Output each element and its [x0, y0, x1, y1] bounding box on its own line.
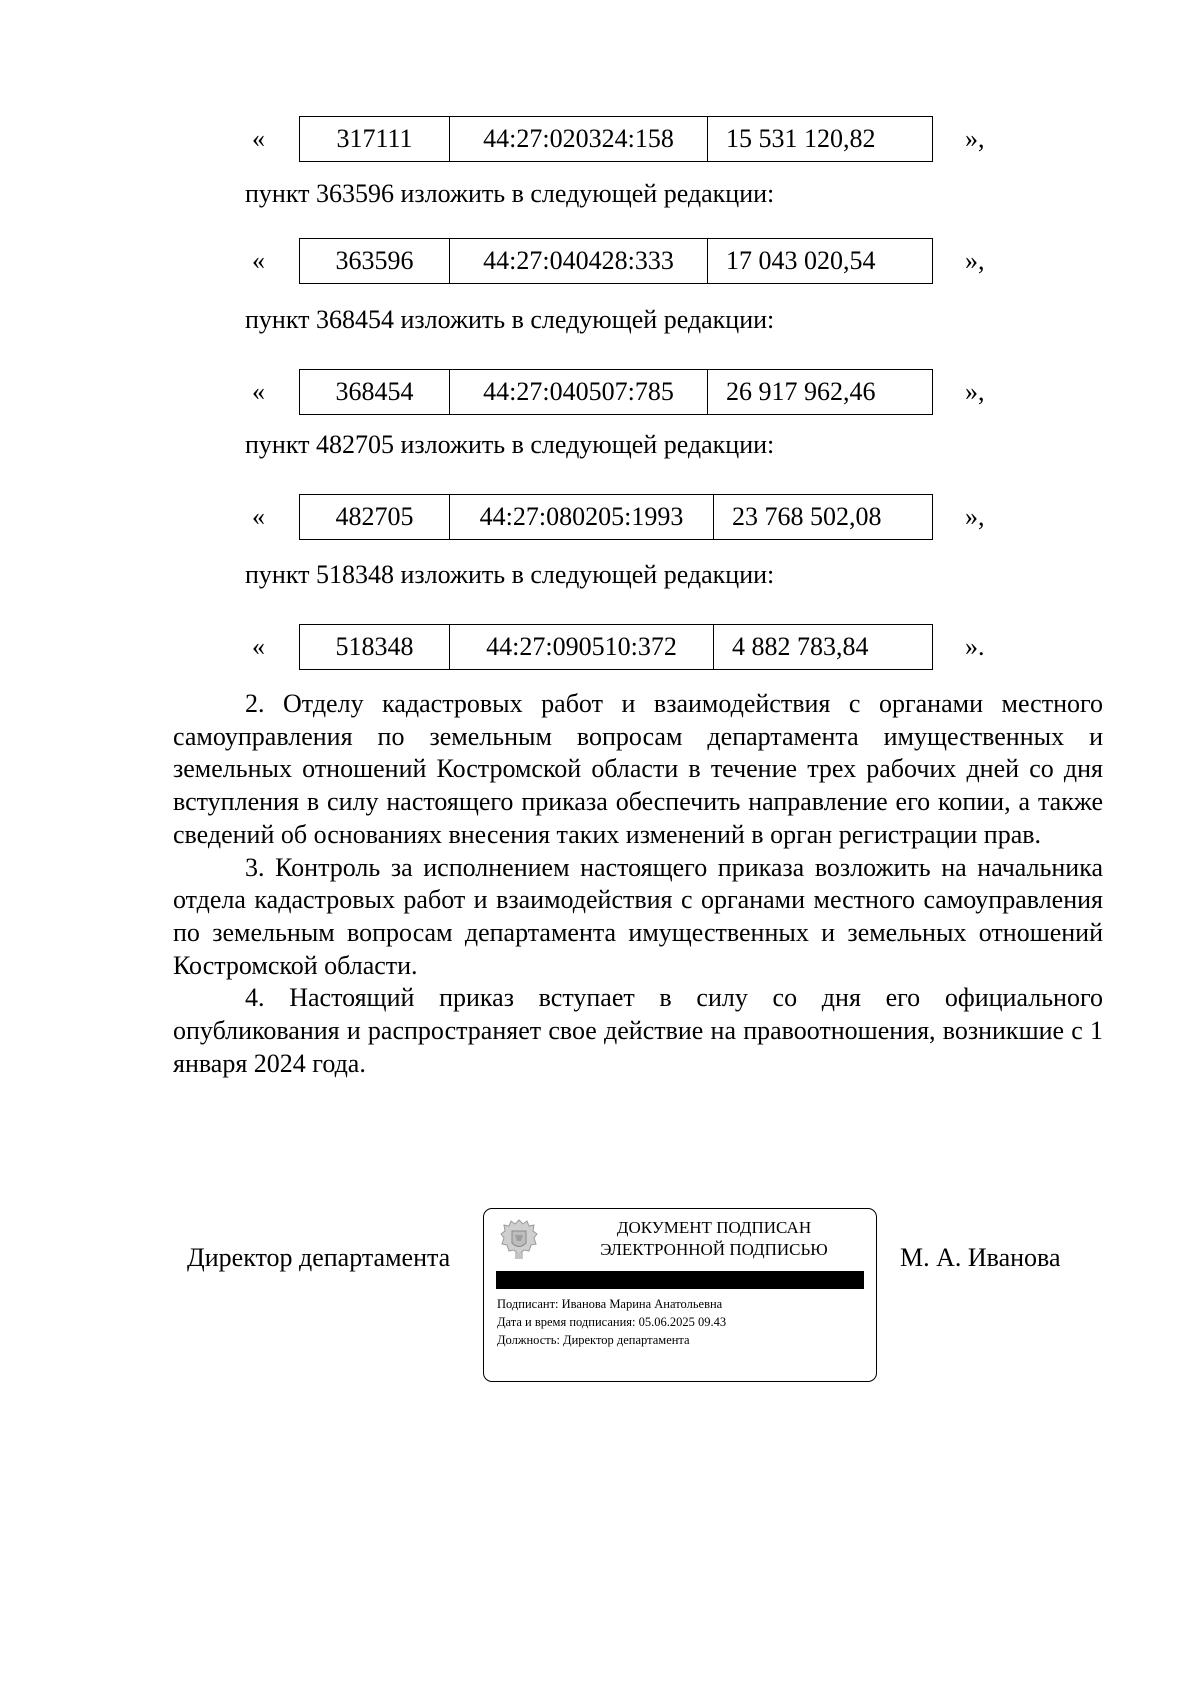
- stamp-datetime: Дата и время подписания: 05.06.2025 09.43: [497, 1315, 727, 1329]
- amendment-table: [299, 238, 933, 284]
- quote-open: «: [252, 124, 265, 153]
- amendment-row: [0, 624, 1200, 670]
- cadastral-value-cell: 15 531 120,82: [707, 117, 932, 161]
- point-number-cell: 363596: [335, 246, 414, 275]
- quote-open: «: [252, 246, 265, 275]
- stamp-title-line: ЭЛЕКТРОННОЙ ПОДПИСЬЮ: [600, 1240, 828, 1259]
- cadastral-number-cell: 44:27:020324:158: [449, 117, 707, 161]
- quote-close: »,: [965, 377, 985, 406]
- certificate-bar: [496, 1271, 864, 1289]
- quote-open: «: [252, 632, 265, 661]
- quote-close: ».: [965, 632, 985, 661]
- paragraph-4: 4. Настоящий приказ вступает в силу со дня его официального опубликования и распространяет свое действие на правоотношения, возникшие с 1 января 2024 года.: [173, 983, 1103, 1078]
- amendment-row: [0, 369, 1200, 415]
- stamp-title-line: ДОКУМЕНТ ПОДПИСАН: [616, 1218, 812, 1237]
- cadastral-value-cell: 23 768 502,08: [713, 495, 932, 539]
- stamp-role: Должность: Директор департамента: [497, 1333, 690, 1347]
- paragraph-2: 2. Отделу кадастровых работ и взаимодействия с органами местного самоуправления по земельным вопросам департамента имущественных и земельных отношений Костромской области в течение трех рабочих дней со дня вступления в силу настоящего приказа обеспечить направление его копии, а также сведений об основаниях внесения таких изменений в орган регистрации прав.: [173, 689, 1103, 849]
- order-paragraphs: [173, 688, 1103, 1080]
- stamp-heading: [564, 1217, 864, 1261]
- point-number-cell: 317111: [336, 124, 413, 153]
- point-instruction: пункт 482705 изложить в следующей редакции:: [245, 430, 775, 459]
- quote-close: »,: [965, 124, 985, 153]
- point-number-cell: 518348: [335, 632, 414, 661]
- amendment-table: [299, 624, 933, 670]
- cadastral-number-cell: 44:27:080205:1993: [449, 495, 713, 539]
- stamp-details: [497, 1295, 726, 1349]
- point-instruction: пункт 363596 изложить в следующей редакции:: [245, 179, 775, 208]
- cadastral-number-cell: 44:27:040507:785: [449, 370, 707, 414]
- cadastral-number-cell: 44:27:090510:372: [449, 625, 713, 669]
- cadastral-value-cell: 26 917 962,46: [707, 370, 932, 414]
- signatory-position: Директор департамента: [187, 1243, 451, 1272]
- point-number-cell: 482705: [335, 502, 414, 531]
- point-instruction: пункт 518348 изложить в следующей редакции:: [245, 560, 775, 589]
- point-instruction: пункт 368454 изложить в следующей редакции:: [245, 305, 775, 334]
- amendment-row: [0, 238, 1200, 284]
- signatory-name: М. А. Иванова: [900, 1243, 1061, 1272]
- coat-of-arms-emblem: [498, 1217, 540, 1263]
- quote-open: «: [252, 502, 265, 531]
- cadastral-value-cell: 17 043 020,54: [707, 239, 932, 283]
- quote-open: «: [252, 377, 265, 406]
- point-number-cell: 368454: [335, 377, 414, 406]
- cadastral-value-cell: 4 882 783,84: [713, 625, 932, 669]
- amendment-table: [299, 116, 933, 162]
- amendment-table: [299, 369, 933, 415]
- amendment-table: [299, 494, 933, 540]
- cadastral-number-cell: 44:27:040428:333: [449, 239, 707, 283]
- paragraph-3: 3. Контроль за исполнением настоящего приказа возложить на начальника отдела кадастровых работ и взаимодействия с органами местного самоуправления по земельным вопросам департамента имущественных и земельных отношений Костромской области.: [173, 852, 1103, 980]
- amendment-row: [0, 494, 1200, 540]
- stamp-signer: Подписант: Иванова Марина Анатольевна: [497, 1297, 723, 1311]
- electronic-signature-stamp: [483, 1208, 877, 1382]
- quote-close: »,: [965, 246, 985, 275]
- amendment-row: [0, 116, 1200, 162]
- quote-close: »,: [965, 502, 985, 531]
